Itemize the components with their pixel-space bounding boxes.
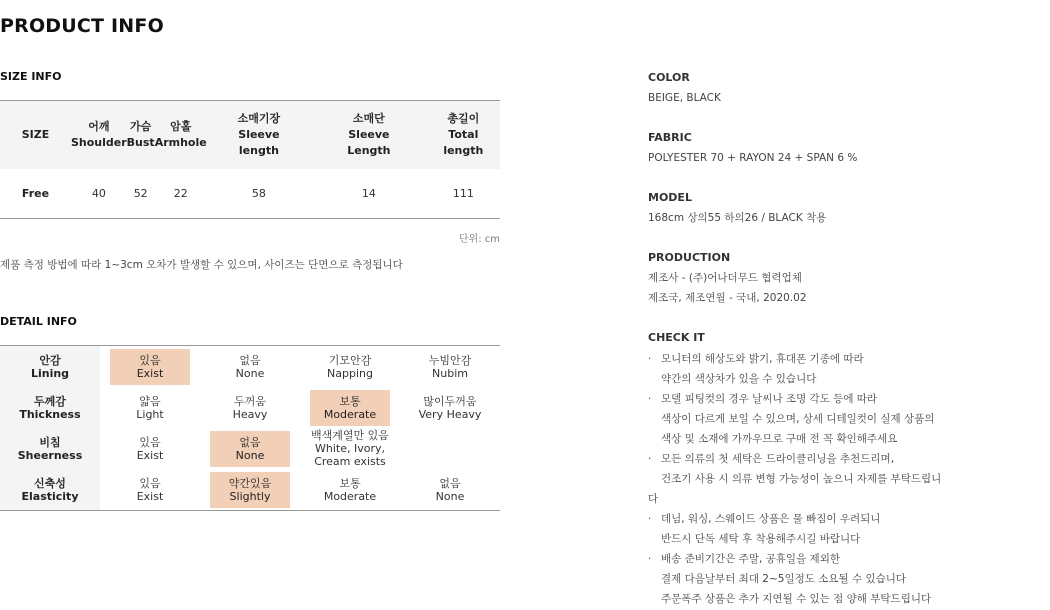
- bullet: ·: [648, 393, 652, 405]
- armhole-value: 22: [155, 169, 207, 219]
- detail-cell: [400, 469, 500, 510]
- option-en: White, Ivory,: [315, 442, 385, 455]
- option-ko: 두꺼움: [234, 394, 266, 408]
- option-en: Very Heavy: [418, 407, 482, 421]
- detail-option: [110, 431, 190, 467]
- check-line: 약간의 색상차가 있을 수 있습니다: [661, 373, 817, 385]
- check-line: 반드시 단독 세탁 후 착용해주시길 바랍니다: [661, 533, 861, 545]
- production-maker: 제조사 - (주)어나더무드 협력업체: [648, 272, 802, 284]
- bust-value: 52: [127, 169, 155, 219]
- list-item: [648, 449, 953, 509]
- fabric-value: POLYESTER 70 + RAYON 24 + SPAN 6 %: [648, 152, 858, 164]
- detail-option: [110, 349, 190, 385]
- detail-option: [410, 472, 490, 508]
- color-value: BEIGE, BLACK: [648, 92, 721, 104]
- check-line: 색상 및 소재에 가까우므로 구매 전 꼭 확인해주세요: [661, 433, 898, 445]
- sleeve-hem-col-header: [311, 101, 427, 169]
- detail-row-lining: [0, 346, 500, 387]
- bullet: ·: [648, 353, 652, 365]
- detail-cell: [100, 346, 200, 387]
- detail-option: [410, 431, 490, 467]
- detail-option: [110, 472, 190, 508]
- model-label: MODEL: [648, 191, 692, 204]
- detail-head-ko: 신축성: [34, 476, 66, 490]
- production-info: [648, 248, 807, 308]
- option-en: Heavy: [232, 407, 268, 421]
- detail-cell: [100, 469, 200, 510]
- check-line: 건조기 사용 시 의류 변형 가능성이 높으니 자제를 부탁드립니: [661, 473, 942, 485]
- col-en: Armhole: [154, 135, 207, 149]
- detail-info-heading: DETAIL INFO: [0, 315, 77, 328]
- option-en: Moderate: [323, 407, 377, 421]
- option-en: None: [435, 489, 465, 503]
- total-length-value: 111: [427, 169, 500, 219]
- production-origin: 제조국, 제조연월 - 국내, 2020.02: [648, 292, 807, 304]
- bullet: ·: [648, 553, 652, 565]
- detail-row-header: [0, 387, 100, 428]
- detail-option: [210, 349, 290, 385]
- detail-cell: [400, 387, 500, 428]
- check-line: 배송 준비기간은 주말, 공휴일을 제외한: [661, 553, 840, 565]
- production-label: PRODUCTION: [648, 251, 731, 264]
- size-value: Free: [0, 169, 71, 219]
- detail-option: [410, 349, 490, 385]
- measure-note: 제품 측정 방법에 따라 1~3cm 오차가 발생할 수 있으며, 사이즈는 단면으로 측정됩니다: [0, 259, 403, 271]
- check-line: 데님, 워싱, 스웨이드 상품은 물 빠짐이 우려되니: [661, 513, 881, 525]
- detail-cell: [100, 387, 200, 428]
- model-info: [648, 188, 826, 228]
- detail-option: [210, 431, 290, 467]
- detail-grid: [0, 345, 500, 511]
- size-col-header: [0, 101, 71, 169]
- detail-option: [410, 390, 490, 426]
- check-it-label: CHECK IT: [648, 331, 705, 344]
- option-ko: 약간있음: [228, 476, 272, 490]
- option-ko: 많이두꺼움: [423, 394, 477, 408]
- armhole-col-header: [155, 101, 207, 169]
- option-en: Moderate: [323, 489, 377, 503]
- detail-head-en: Thickness: [19, 407, 81, 421]
- option-en: Light: [136, 407, 164, 421]
- size-table: [0, 100, 500, 219]
- detail-cell: [400, 428, 500, 469]
- size-col-ko: SIZE: [21, 127, 50, 141]
- fabric-info: [648, 128, 857, 168]
- col-ko: 소매기장: [237, 111, 281, 125]
- col-ko: 어깨: [88, 119, 110, 133]
- detail-cell: [300, 428, 400, 469]
- detail-row-header: [0, 346, 100, 387]
- color-info: [648, 68, 721, 108]
- detail-option: [310, 390, 390, 426]
- shoulder-col-header: [71, 101, 127, 169]
- detail-cell: [200, 346, 300, 387]
- check-line: 결제 다음날부터 최대 2~5일정도 소요될 수 있습니다: [661, 573, 907, 585]
- option-ko: 있음: [139, 476, 161, 490]
- fabric-label: FABRIC: [648, 131, 692, 144]
- detail-cell: [200, 469, 300, 510]
- bullet: ·: [648, 453, 652, 465]
- detail-row-header: [0, 428, 100, 469]
- option-ko: 있음: [139, 435, 161, 449]
- option-en: None: [235, 366, 265, 380]
- col-en: Sleeve Length: [347, 127, 391, 157]
- option-ko: 기모안감: [328, 353, 372, 367]
- detail-option: [210, 390, 290, 426]
- detail-row-thickness: [0, 387, 500, 428]
- list-item: [648, 549, 953, 609]
- option-en: Slightly: [229, 489, 271, 503]
- option-en: Exist: [136, 366, 164, 380]
- detail-head-ko: 두께감: [34, 394, 66, 408]
- detail-head-en: Elasticity: [21, 489, 79, 503]
- detail-cell: [300, 387, 400, 428]
- detail-cell: [200, 387, 300, 428]
- option-en: None: [235, 448, 265, 462]
- col-ko: 총길이: [447, 111, 480, 125]
- option-ko: 없음: [239, 353, 261, 367]
- detail-cell: [100, 428, 200, 469]
- detail-head-en: Lining: [30, 366, 70, 380]
- option-ko: 백색계열만 있음: [311, 429, 389, 442]
- col-en: Shoulder: [71, 135, 127, 149]
- check-line: 주문폭주 상품은 추가 지연될 수 있는 점 양해 부탁드립니다: [661, 593, 932, 605]
- table-row: [0, 169, 500, 219]
- size-table-header-row: [0, 101, 500, 169]
- option-en: Exist: [136, 448, 164, 462]
- detail-row-sheerness: [0, 428, 500, 469]
- col-en: Sleeve length: [238, 127, 280, 157]
- detail-option: [210, 472, 290, 508]
- detail-cell: [300, 469, 400, 510]
- check-line: 모니터의 해상도와 밝기, 휴대폰 기종에 따라: [661, 353, 864, 365]
- check-line: 색상이 다르게 보일 수 있으며, 상세 디테일컷이 실제 상품의: [661, 413, 935, 425]
- bullet: ·: [648, 513, 652, 525]
- option-en-line2: Cream exists: [314, 455, 386, 468]
- total-length-col-header: [427, 101, 500, 169]
- color-label: COLOR: [648, 71, 690, 84]
- check-line: 모든 의류의 첫 세탁은 드라이클리닝을 추천드리며,: [661, 453, 895, 465]
- detail-cell: [200, 428, 300, 469]
- detail-head-en: Sheerness: [17, 448, 83, 462]
- model-value: 168cm 상의55 하의26 / BLACK 착용: [648, 212, 827, 224]
- list-item: [648, 509, 953, 549]
- sleeve-length-value: 58: [207, 169, 311, 219]
- detail-cell: [300, 346, 400, 387]
- check-line: 모델 피팅컷의 경우 날씨나 조명 각도 등에 따라: [661, 393, 878, 405]
- detail-head-ko: 비침: [39, 435, 61, 449]
- detail-cell: [400, 346, 500, 387]
- detail-option: [310, 349, 390, 385]
- option-ko: 없음: [239, 435, 261, 449]
- check-line-wrap: 다: [648, 493, 659, 505]
- col-ko: 가슴: [130, 119, 152, 133]
- bust-col-header: [127, 101, 155, 169]
- detail-row-header: [0, 469, 100, 510]
- col-en: Bust: [126, 135, 155, 149]
- page-title: PRODUCT INFO: [0, 15, 164, 37]
- detail-head-ko: 안감: [39, 353, 61, 367]
- col-en: Total length: [443, 127, 484, 157]
- unit-note: 단위: cm: [458, 234, 500, 245]
- option-en: Exist: [136, 489, 164, 503]
- option-ko: 얇음: [139, 394, 161, 408]
- detail-option: [110, 390, 190, 426]
- list-item: [648, 389, 953, 449]
- option-ko: 보통: [339, 394, 361, 408]
- col-ko: 소매단: [352, 111, 385, 125]
- option-ko: 보통: [339, 476, 361, 490]
- check-list: [648, 349, 953, 609]
- detail-option: [300, 429, 400, 469]
- option-ko: 없음: [439, 476, 461, 490]
- size-info-heading: SIZE INFO: [0, 70, 62, 83]
- sleeve-hem-value: 14: [311, 169, 427, 219]
- col-ko: 암홀: [170, 119, 192, 133]
- detail-option: [310, 472, 390, 508]
- check-it-heading: [648, 328, 705, 348]
- list-item: [648, 349, 953, 389]
- option-en: Nubim: [432, 366, 468, 380]
- sleeve-length-col-header: [207, 101, 311, 169]
- option-ko: 누빔안감: [428, 353, 472, 367]
- detail-row-elasticity: [0, 469, 500, 510]
- option-en: Napping: [327, 366, 373, 380]
- shoulder-value: 40: [71, 169, 127, 219]
- option-ko: 있음: [139, 353, 161, 367]
